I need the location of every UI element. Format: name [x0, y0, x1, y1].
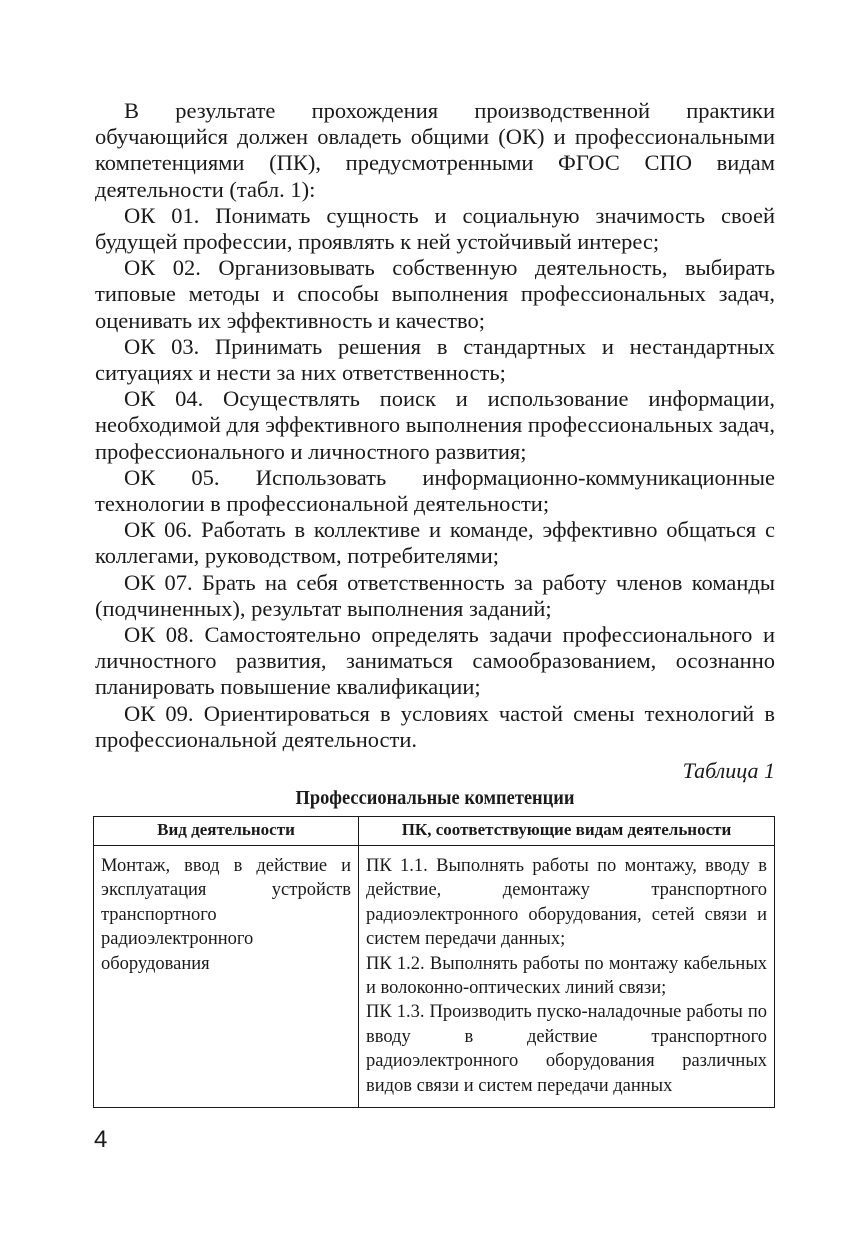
table-title: Профессиональные компетенции [295, 787, 575, 810]
activity-cell: Монтаж, ввод в действие и эксплуатация устройств транспортного радиоэлектронного оборудования [94, 846, 359, 1108]
ok-code: ОК 03. [124, 333, 200, 359]
ok-text: Принимать решения в стандартных и нестандартных ситуациях и нести за них ответственность; [95, 333, 776, 386]
ok-04-item [95, 386, 775, 465]
ok-text: Использовать информационно-коммуникационные технологии в профессиональной деятельности; [95, 464, 775, 517]
ok-code: ОК 02. [124, 255, 201, 281]
competencies-cell [359, 846, 775, 1108]
ok-text: Организовывать собственную деятельность, выбирать типовые методы и способы выполнения профессиональных задач, оценивать их эффективность и качество; [95, 255, 775, 333]
ok-text: Работать в коллективе и команде, эффективно общаться с коллегами, руководством, потребителями; [95, 517, 775, 569]
ok-code: ОК 08. [124, 622, 194, 648]
ok-code: ОК 05. [124, 464, 220, 490]
ok-code: ОК 07. [124, 569, 193, 595]
ok-text: Брать на себя ответственность за работу членов команды (подчиненных), результат выполнения заданий; [95, 569, 775, 621]
ok-01-item [95, 203, 775, 255]
ok-03-item [95, 334, 775, 386]
ok-code: ОК 06. [124, 517, 193, 543]
ok-07-item [95, 570, 775, 622]
ok-08-item [95, 622, 775, 701]
ok-text: Ориентироваться в условиях частой смены технологий в профессиональной деятельности. [95, 700, 775, 752]
pk-1-1: ПК 1.1. Выполнять работы по монтажу, вводу в действие, демонтажу транспортного радиоэлектронного оборудования, сетей связи и систем передачи данных; [366, 856, 767, 950]
pk-1-2: ПК 1.2. Выполнять работы по монтажу кабельных и волоконно-оптических линий связи; [366, 953, 767, 999]
intro-paragraph: В результате прохождения производственной практики обучающийся должен овладеть общими (ОК) и профессиональными компетенциями (ПК), предусмотренными ФГОС СПО видам деятельности (табл. 1): [95, 98, 775, 202]
page-content [95, 98, 775, 811]
table-label: Таблица 1 [682, 758, 775, 784]
table-header-row [94, 817, 775, 846]
ok-02-item [95, 255, 775, 334]
column-header-activity: Вид деятельности [94, 817, 359, 846]
table-row [94, 846, 775, 1108]
ok-code: ОК 01. [124, 202, 200, 228]
ok-text: Самостоятельно определять задачи профессионального и личностного развития, заниматься самообразованием, осознанно планировать повышение квалификации; [95, 622, 775, 700]
pk-1-3: ПК 1.3. Производить пуско-наладочные работы по вводу в действие транспортного радиоэлектронного оборудования различных видов связи и систем передачи данных [366, 1002, 767, 1096]
page-number: 4 [94, 1126, 108, 1153]
column-header-competencies: ПК, соответствующие видам деятельности [359, 817, 775, 846]
ok-text: Понимать сущность и социальную значимость своей будущей профессии, проявлять к ней устойчивый интерес; [95, 202, 775, 255]
ok-code: ОК 04. [124, 386, 204, 412]
ok-09-item [95, 701, 775, 753]
ok-06-item [95, 517, 775, 569]
ok-05-item [95, 465, 775, 517]
ok-text: Осуществлять поиск и использование информации, необходимой для эффективного выполнения профессиональных задач, профессионального и личностного развития; [95, 386, 776, 464]
body-text [95, 98, 775, 753]
competencies-table [93, 816, 775, 1108]
ok-code: ОК 09. [124, 700, 194, 726]
